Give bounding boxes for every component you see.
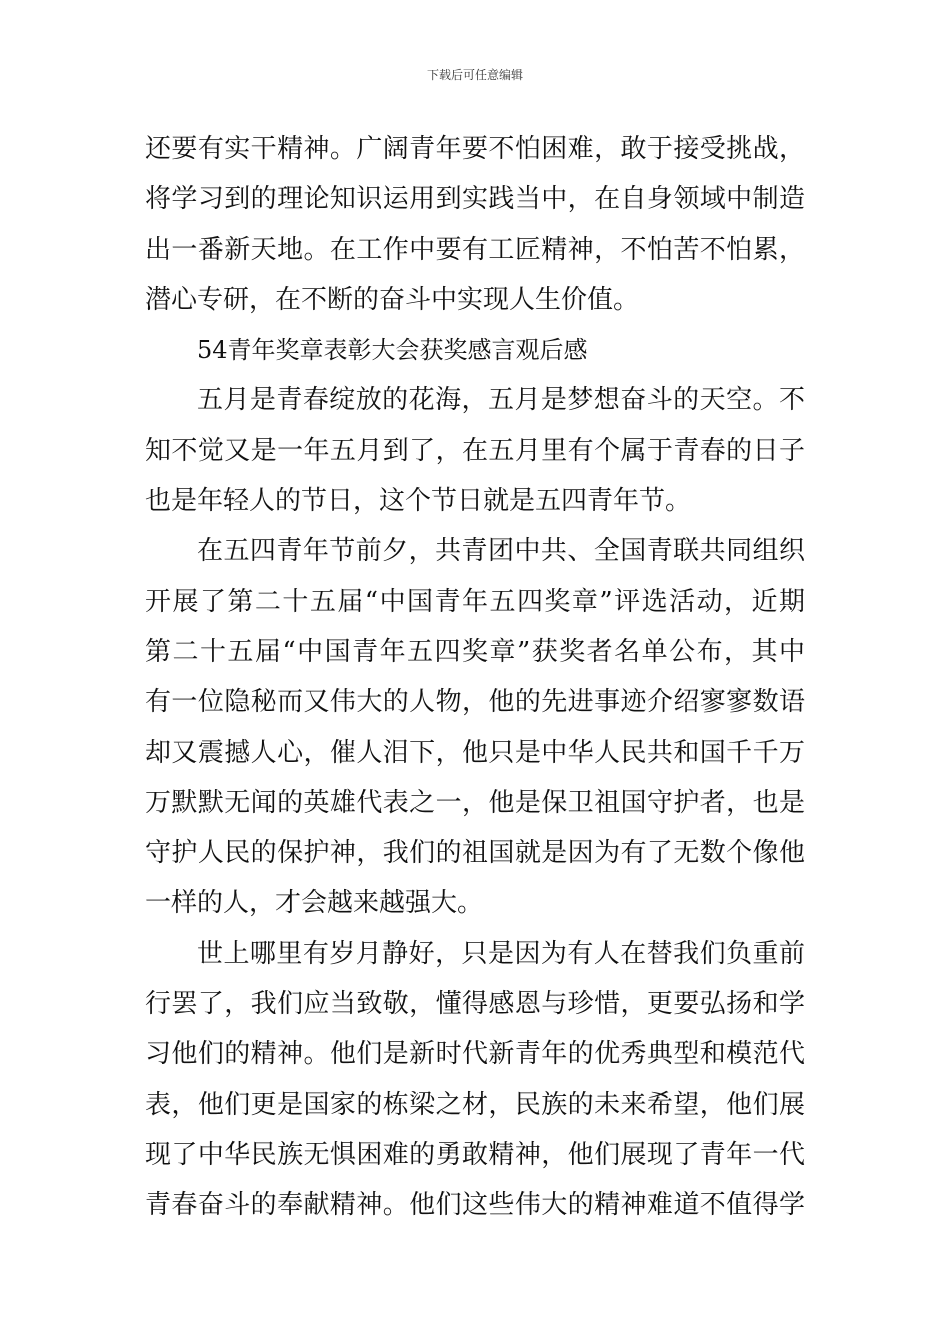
text-line: 一样的人，才会越来越强大。 (145, 888, 484, 919)
text-line: 将学习到的理论知识运用到实践当中，在自身领域中制造 (145, 184, 805, 215)
text-line: 潜心专研，在不断的奋斗中实现人生价值。 (145, 284, 640, 315)
text-line: 守护人民的保护神，我们的祖国就是因为有了无数个像他 (145, 838, 805, 869)
text-line: 也是年轻人的节日，这个节日就是五四青年节。 (145, 486, 692, 517)
text-line: 五月是青春绽放的花海，五月是梦想奋斗的天空。不 (197, 385, 805, 416)
text-line: 却又震撼人心，催人泪下，他只是中华人民共和国千千万 (145, 737, 805, 768)
document-body (145, 124, 805, 1231)
text-line: 还要有实干精神。广阔青年要不怕困难，敢于接受挑战， (145, 134, 805, 164)
text-line: 习他们的精神。他们是新时代新青年的优秀典型和模范代 (145, 1039, 805, 1070)
text-line: 现了中华民族无惧困难的勇敢精神，他们展现了青年一代 (145, 1139, 805, 1170)
section-heading: 54青年奖章表彰大会获奖感言观后感 (197, 336, 588, 365)
text-line: 知不觉又是一年五月到了，在五月里有个属于青春的日子 (145, 435, 805, 466)
page-header: 下载后可任意编辑 (426, 68, 523, 82)
text-line: 世上哪里有岁月静好，只是因为有人在替我们负重前 (197, 938, 805, 969)
text-line: 在五四青年节前夕，共青团中共、全国青联共同组织 (197, 536, 805, 567)
text-line: 表，他们更是国家的栋梁之材，民族的未来希望，他们展 (145, 1089, 805, 1120)
text-line: 青春奋斗的奉献精神。他们这些伟大的精神难道不值得学 (145, 1190, 805, 1221)
text-line: 万默默无闻的英雄代表之一，他是保卫祖国守护者，也是 (145, 787, 805, 818)
text-line: 有一位隐秘而又伟大的人物，他的先进事迹介绍寥寥数语 (145, 687, 805, 718)
text-line: 出一番新天地。在工作中要有工匠精神，不怕苦不怕累， (145, 234, 805, 265)
text-line: 行罢了，我们应当致敬，懂得感恩与珍惜，更要弘扬和学 (145, 989, 805, 1020)
text-line: 第二十五届“中国青年五四奖章”获奖者名单公布，其中 (145, 636, 805, 667)
text-line: 开展了第二十五届“中国青年五四奖章”评选活动，近期 (145, 586, 805, 617)
